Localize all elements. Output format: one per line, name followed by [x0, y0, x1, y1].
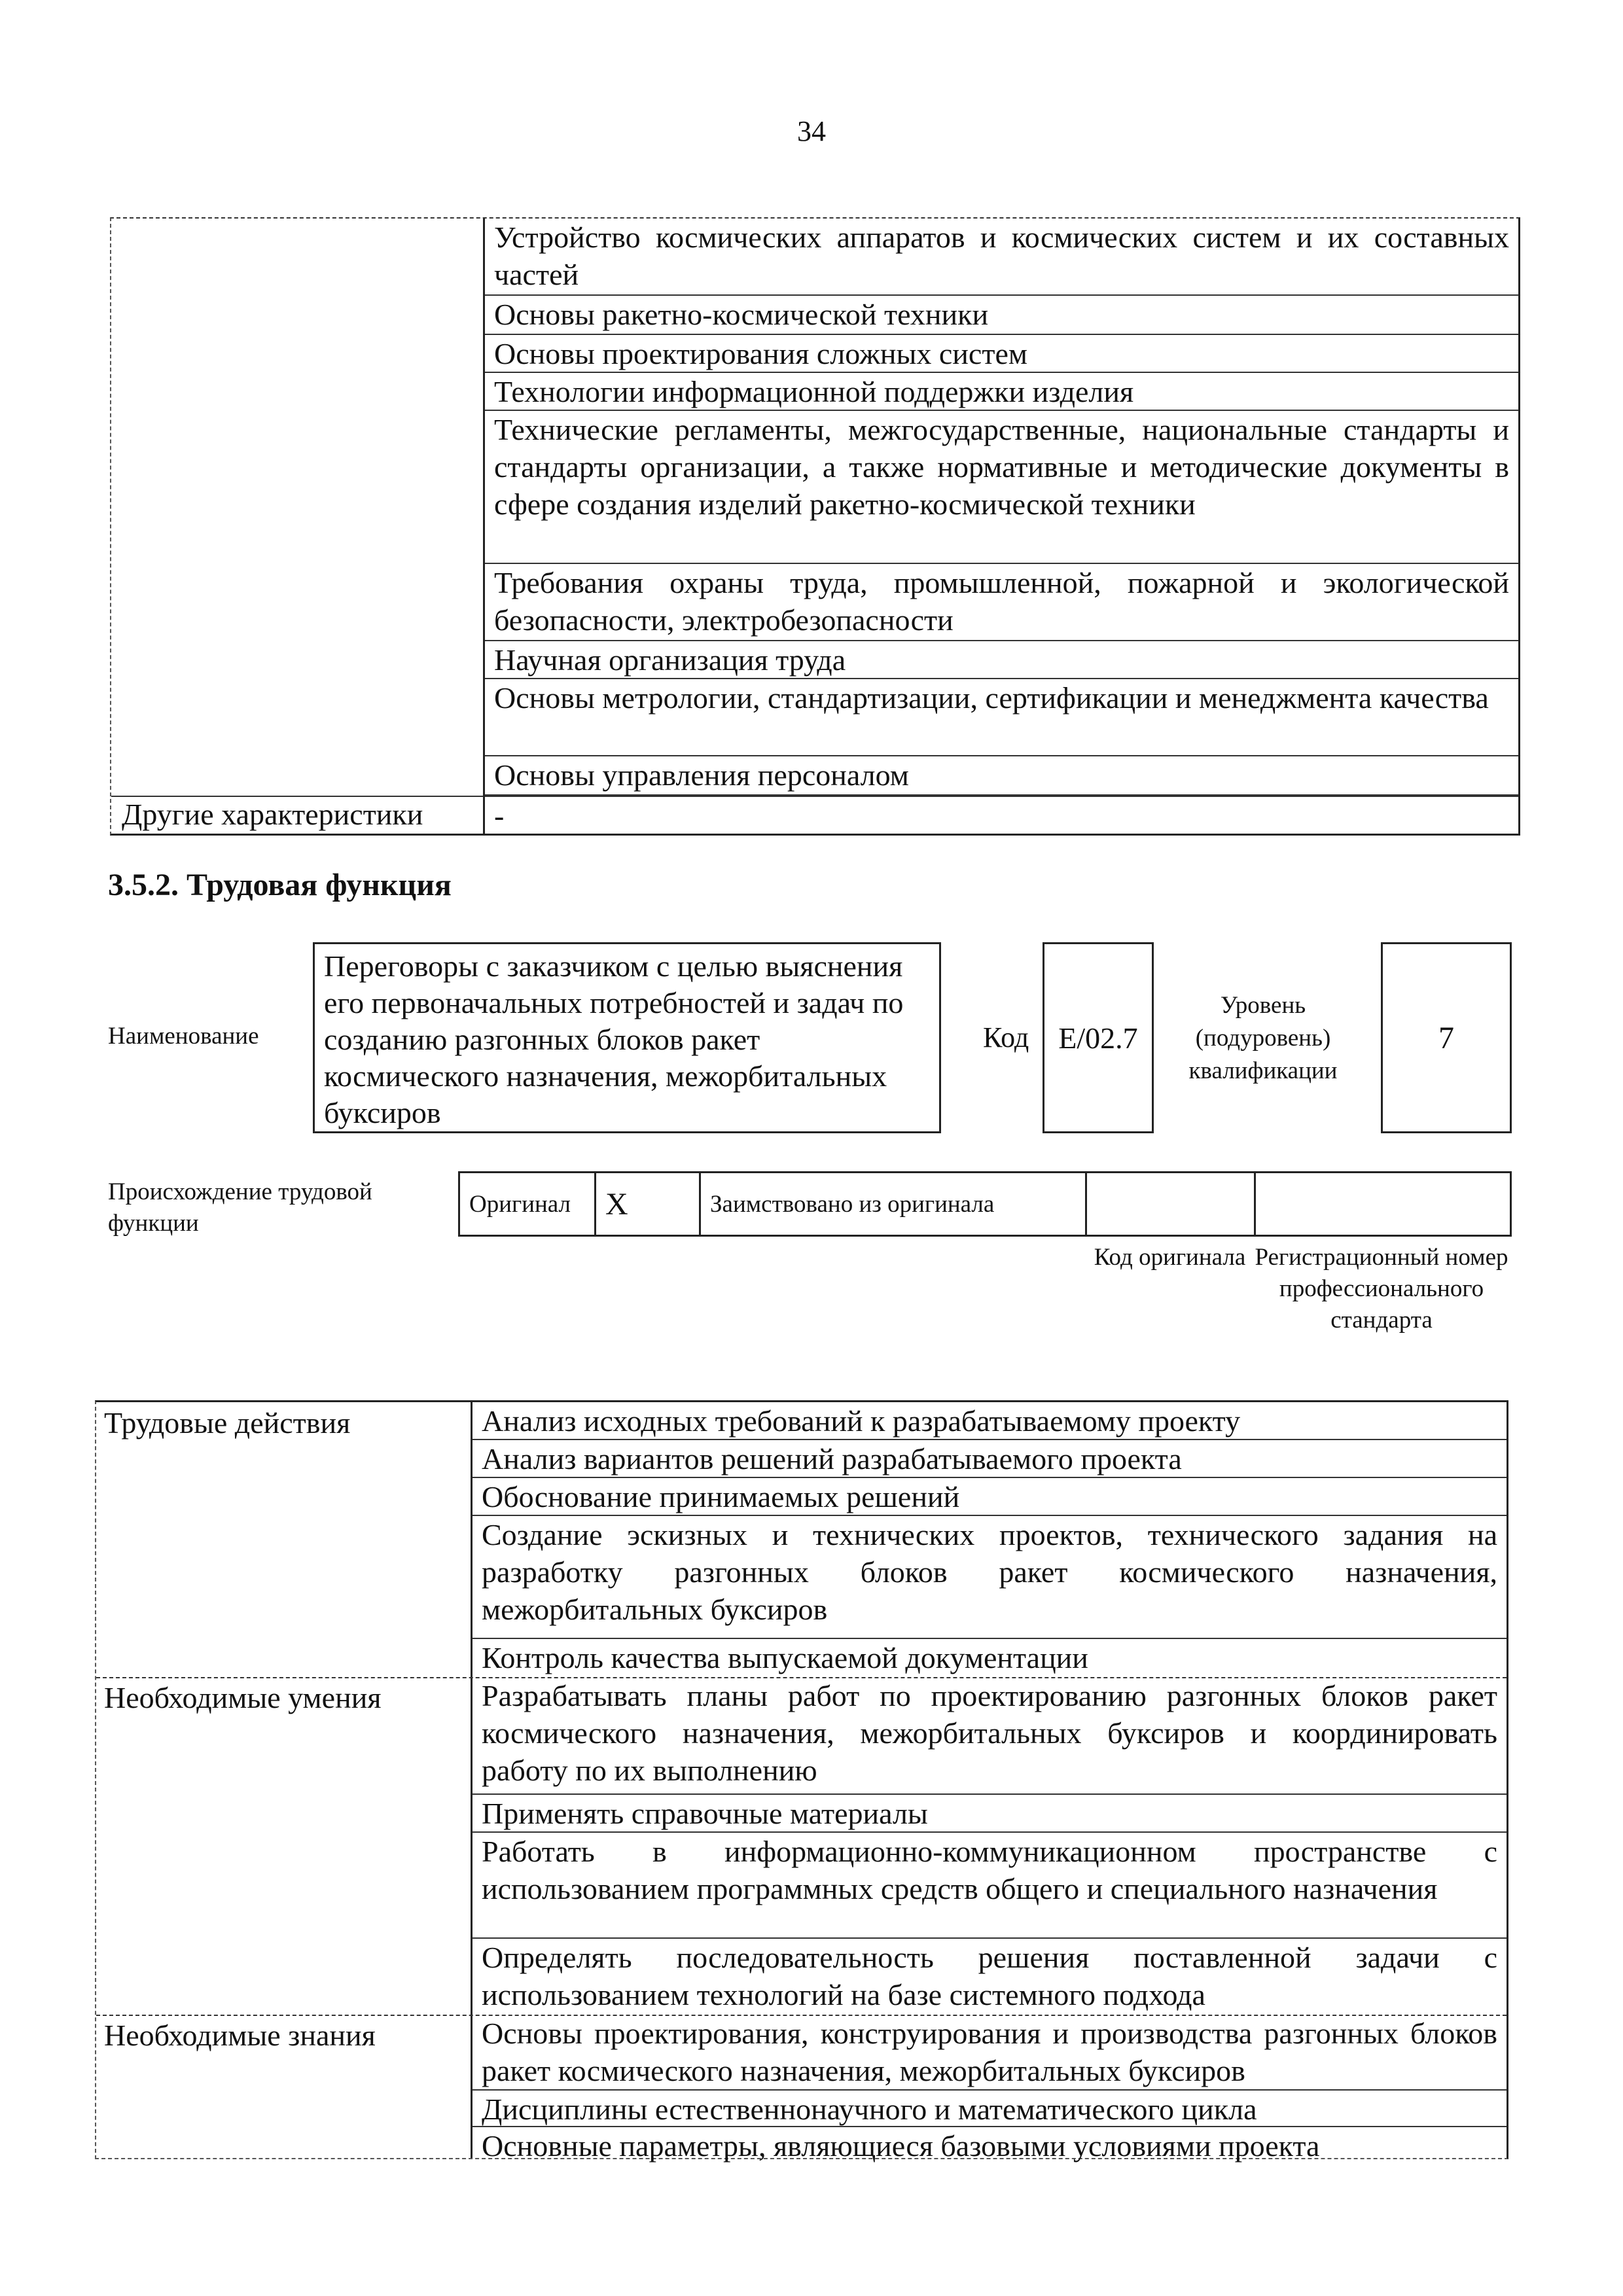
category-labor-actions: Трудовые действия [104, 1406, 351, 1439]
table-row: Основы проектирования сложных систем [485, 335, 1518, 373]
table-row: Разрабатывать планы работ по проектированию разгонных блоков ракет космического назначения, межорбитальных буксиров и координировать работу по их выполнению [473, 1677, 1507, 1795]
table-row: Требования охраны труда, промышленной, пожарной и экологической безопасности, электробезопасности [485, 564, 1518, 641]
table-row: Обоснование принимаемых решений [473, 1478, 1507, 1516]
origin-label: Происхождение трудовой функции [108, 1178, 372, 1237]
registration-number-caption: Регистрационный номер профессионального стандарта [1255, 1244, 1508, 1333]
function-name-box: Переговоры с заказчиком с целью выяснения его первоначальных потребностей и задач по созданию разгонных блоков ракет космического назначения, межорбитальных буксиров [313, 942, 941, 1133]
table-row: Создание эскизных и технических проектов, технического задания на разработку разгонных блоков ракет космического назначения, межорбитальных буксиров [473, 1516, 1507, 1639]
function-code-box: E/02.7 [1043, 942, 1154, 1133]
table-row: Основы управления персоналом [485, 756, 1518, 796]
table-row: - [485, 796, 1518, 835]
table-row: Основы ракетно-космической техники [485, 296, 1518, 335]
name-label: Наименование [108, 1023, 259, 1050]
table-row: Определять последовательность решения поставленной задачи с использованием технологий на базе системного подхода [482, 1941, 1497, 2011]
table-row: Технические регламенты, межгосударственные, национальные стандарты и стандарты организации, а также нормативные и методические документы в сфере создания изделий ракетно-космической техники [485, 411, 1518, 564]
category-required-skills: Необходимые умения [104, 1681, 382, 1714]
qualification-level-label: Уровень (подуровень) квалификации [1188, 992, 1338, 1084]
original-cell: Оригинал [460, 1173, 596, 1235]
table-row: Основы проектирования, конструирования и производства разгонных блоков ракет космического назначения, межорбитальных буксиров [473, 2015, 1507, 2091]
table-row: Анализ вариантов решений разрабатываемого проекта [473, 1440, 1507, 1478]
borrowed-cell: Заимствовано из оригинала [701, 1173, 1087, 1235]
labor-function-details-table [95, 1400, 1508, 2163]
original-code-cell [1087, 1173, 1256, 1235]
table-row: Контроль качества выпускаемой документации [482, 1641, 1088, 1674]
page-number: 34 [797, 115, 826, 147]
origin-table [458, 1171, 1512, 1237]
table-row: Основные параметры, являющиеся базовыми условиями проекта [482, 2129, 1320, 2163]
qualification-level-box: 7 [1381, 942, 1512, 1133]
table-row: Научная организация труда [485, 641, 1518, 679]
code-label: Код [983, 1021, 1029, 1053]
table-row: Дисциплины естественнонаучного и математического цикла [473, 2091, 1507, 2127]
original-mark-cell: X [596, 1173, 701, 1235]
original-code-caption: Код оригинала [1094, 1244, 1246, 1271]
table-row: Работать в информационно-коммуникационном пространстве с использованием программных средств общего и специального назначения [473, 1833, 1507, 1939]
knowledge-continuation-table [110, 217, 1520, 836]
other-characteristics-label: Другие характеристики [111, 796, 483, 834]
table-row: Анализ исходных требований к разрабатываемому проекту [473, 1402, 1507, 1440]
table-row: Основы метрологии, стандартизации, сертификации и менеджмента качества [485, 679, 1518, 756]
table-row: Технологии информационной поддержки изделия [485, 373, 1518, 411]
table-row: Применять справочные материалы [473, 1795, 1507, 1833]
registration-number-cell [1256, 1173, 1510, 1235]
table-row: Устройство космических аппаратов и космических систем и их составных частей [485, 219, 1518, 296]
category-required-knowledge: Необходимые знания [104, 2019, 376, 2052]
section-title: 3.5.2. Трудовая функция [108, 868, 452, 902]
